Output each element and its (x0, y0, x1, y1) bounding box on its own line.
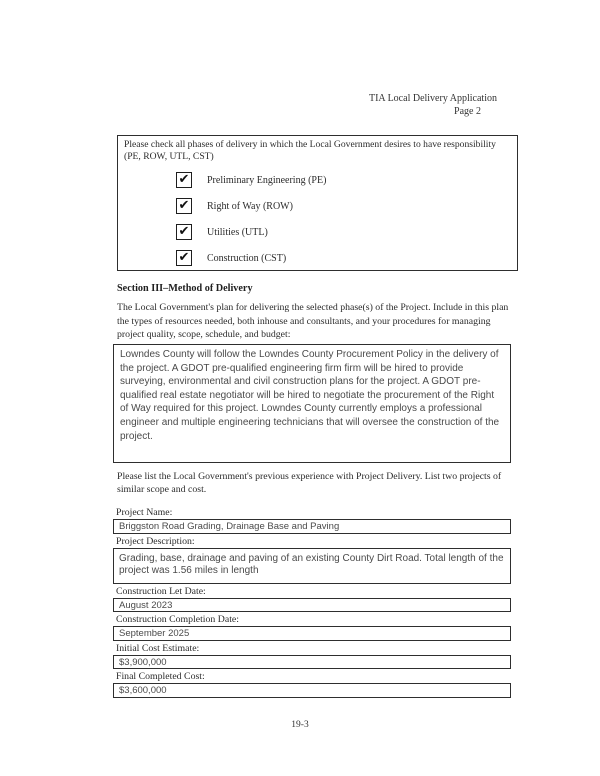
cst-checkbox-label: Construction (CST) (207, 252, 287, 264)
experience-fields (113, 507, 511, 700)
utl-checkbox[interactable] (176, 224, 192, 240)
construction-let-date-input[interactable]: August 2023 (113, 598, 511, 613)
project-name-input[interactable]: Briggston Road Grading, Drainage Base and Paving (113, 519, 511, 534)
initial-cost-estimate-input[interactable]: $3,900,000 (113, 655, 511, 670)
initial-cost-estimate-label: Initial Cost Estimate: (116, 642, 200, 654)
pe-checkbox[interactable] (176, 172, 192, 188)
previous-experience-prompt: Please list the Local Government's previous experience with Project Delivery. List two projects of similar scope and cost. (117, 471, 502, 495)
checkmark-icon: ✔ (178, 223, 190, 239)
phase-row-pe (176, 172, 511, 188)
document-title: TIA Local Delivery Application (368, 93, 497, 104)
project-description-label: Project Description: (116, 535, 195, 547)
phase-row-row (176, 198, 511, 214)
final-completed-cost-input[interactable]: $3,600,000 (113, 683, 511, 698)
row-checkbox[interactable] (176, 198, 192, 214)
final-completed-cost-label: Final Completed Cost: (116, 671, 205, 682)
construction-completion-date-field (113, 614, 511, 641)
checkmark-icon: ✔ (178, 171, 190, 187)
construction-let-date-field (113, 586, 511, 613)
final-completed-cost-field (113, 671, 511, 698)
initial-cost-estimate-field (113, 643, 511, 670)
project-description-input[interactable]: Grading, base, drainage and paving of an existing County Dirt Road. Total length of the project was 1.56 miles in length (113, 548, 511, 584)
project-description-field (113, 536, 511, 584)
method-of-delivery-textarea[interactable]: Lowndes County will follow the Lowndes County Procurement Policy in the delivery of the project. A GDOT pre-qualified engineering firm firm will be hired to provide surveying, environmental and civil construction plans for the project. A GDOT pre-qualified real estate negotiator will be hired to negotiate the procurement of the Right of Way required for this project. Lowndes County currently employs a professional engineer and multiple engineering technicians that will oversee the construction of the project. (113, 344, 511, 463)
utl-checkbox-label: Utilities (UTL) (207, 226, 268, 238)
construction-completion-date-label: Construction Completion Date: (116, 614, 239, 625)
cst-checkbox[interactable] (176, 250, 192, 266)
page-number-label: Page 2 (454, 106, 481, 117)
method-of-delivery-prompt: The Local Government's plan for delivering the selected phase(s) of the Project. Include in this plan the types of resources needed, both inhouse and consultants, and your procedures for managing project quality, scope, schedule, and budget: (117, 302, 509, 341)
checkmark-icon: ✔ (178, 197, 190, 213)
construction-completion-date-input[interactable]: September 2025 (113, 626, 511, 641)
phase-checkbox-list (176, 172, 511, 266)
phases-prompt: Please check all phases of delivery in which the Local Government desires to have responsibility (PE, ROW, UTL, CST) (124, 139, 496, 162)
checkmark-icon: ✔ (178, 249, 190, 265)
pe-checkbox-label: Preliminary Engineering (PE) (207, 174, 327, 186)
project-name-field (113, 507, 511, 534)
phase-row-cst (176, 250, 511, 266)
row-checkbox-label: Right of Way (ROW) (207, 200, 293, 212)
section-iii-heading: Section III–Method of Delivery (117, 283, 253, 294)
footer-page-number: 19-3 (291, 720, 309, 730)
page-header (369, 92, 497, 118)
construction-let-date-label: Construction Let Date: (116, 585, 206, 597)
phase-row-utl (176, 224, 511, 240)
project-name-label: Project Name: (116, 507, 173, 518)
phases-responsibility-section (117, 135, 518, 271)
